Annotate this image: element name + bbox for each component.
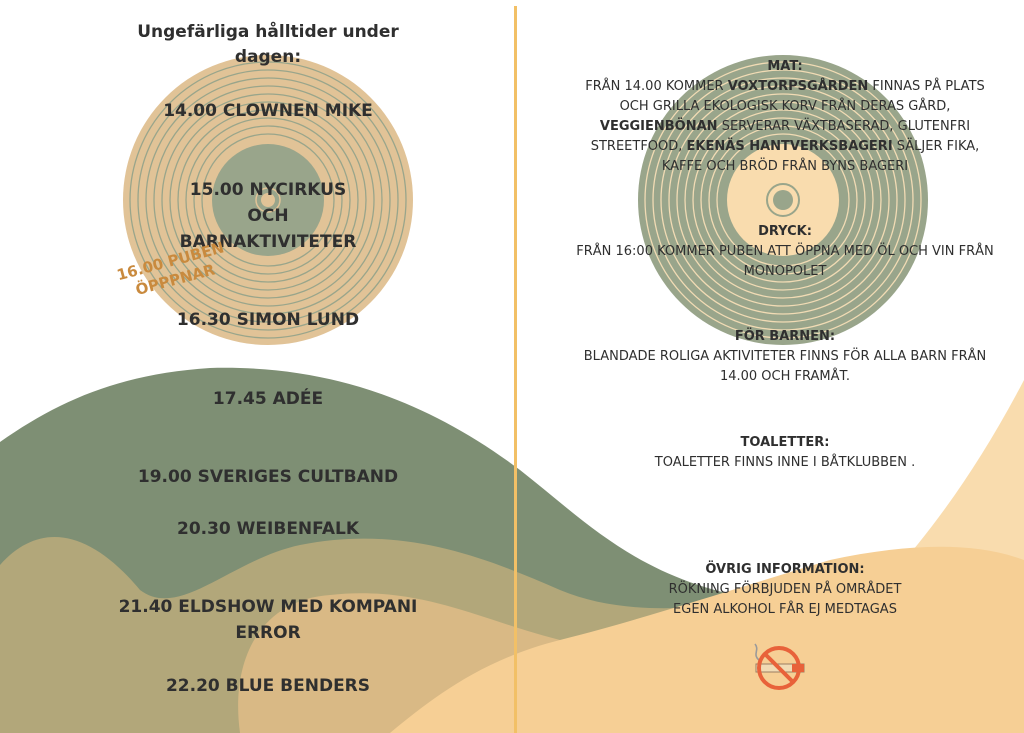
schedule-item: 20.30 WEIBENFALK [176, 519, 359, 539]
schedule-item: 19.00 SVERIGES CULTBAND [137, 467, 399, 487]
schedule-title: Ungefärliga hålltider under dagen: [137, 22, 399, 67]
other-info-line: EGEN ALKOHOL FÅR EJ MEDTAGAS [673, 602, 897, 617]
schedule-item: 17.45 ADÉE [212, 389, 324, 409]
drink-section [575, 222, 995, 282]
food-text: FRÅN 14.00 KOMMER VOXTORPSGÅRDEN FINNAS PÅ PLATS OCH GRILLA EKOLOGISK KORV FRÅN DERAS GÅRD, VEGGIENBÖNAN SERVERAR VÄXTBASERAD, GLUTENFRI STREETFOOD, EKENÄS HANTVERKSBAGERI SÄLJER FIKA, KAFFE OCH BRÖD FRÅN BYNS BAGERI [585, 79, 985, 174]
other-info-heading: ÖVRIG INFORMATION: [705, 562, 865, 577]
schedule-item: 22.20 BLUE BENDERS [165, 676, 371, 696]
schedule-item: 16.30 SIMON LUND [176, 310, 360, 330]
schedule-item: 14.00 CLOWNEN MIKE [163, 101, 373, 121]
schedule-item: 15.00 NYCIRKUS OCH BARNAKTIVITETER [179, 180, 357, 252]
other-info-section [575, 560, 995, 620]
kids-section [575, 327, 995, 387]
page-divider [514, 6, 517, 733]
drink-heading: DRYCK: [758, 224, 812, 239]
schedule-item: 21.40 ELDSHOW MED KOMPANI ERROR [118, 597, 418, 643]
toilets-text: TOALETTER FINNS INNE I BÅTKLUBBEN . [654, 455, 916, 470]
drink-text: FRÅN 16:00 KOMMER PUBEN ATT ÖPPNA MED ÖL OCH VIN FRÅN MONOPOLET [576, 244, 994, 279]
other-info-line: RÖKNING FÖRBJUDEN PÅ OMRÅDET [668, 582, 902, 597]
kids-text: BLANDADE ROLIGA AKTIVITETER FINNS FÖR ALLA BARN FRÅN 14.00 OCH FRAMÅT. [583, 349, 987, 384]
toilets-section [575, 433, 995, 473]
food-heading: MAT: [767, 59, 803, 74]
kids-heading: FÖR BARNEN: [734, 329, 836, 344]
food-section [575, 57, 995, 177]
toilets-heading: TOALETTER: [740, 435, 830, 450]
pub-note: 16.00 PUBEN ÖPPPNAR [114, 238, 226, 299]
